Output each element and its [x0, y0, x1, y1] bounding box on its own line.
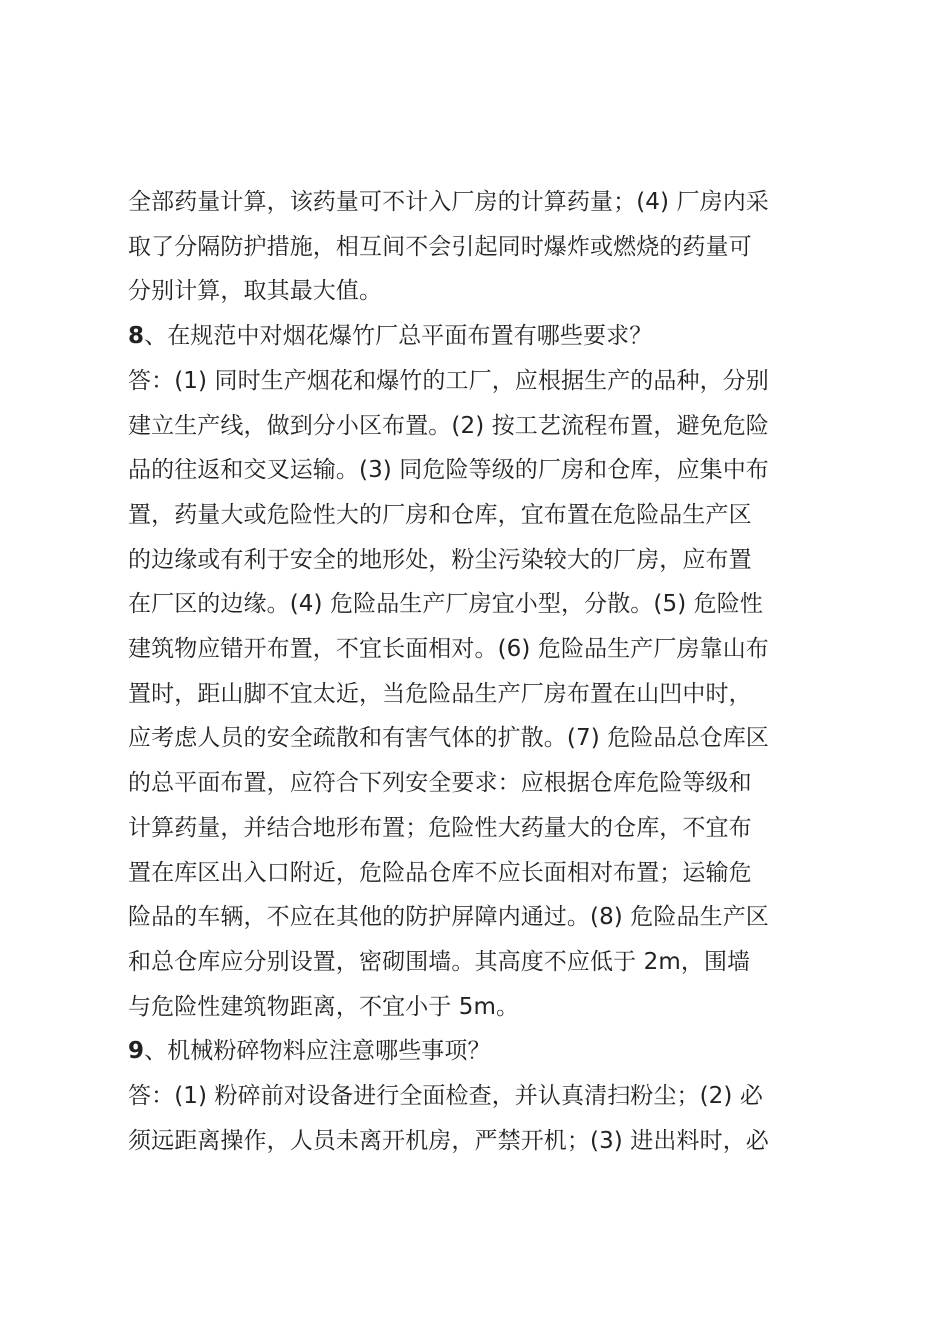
- answer-line: 险品的车辆，不应在其他的防护屏障内通过。(8) 危险品生产区: [128, 904, 769, 931]
- text-line: 取了分隔防护措施，相互间不会引起同时爆炸或燃烧的药量可: [128, 233, 752, 260]
- answer-line: 答：(1) 粉碎前对设备进行全面检查，并认真清扫粉尘；(2) 必: [128, 1083, 763, 1110]
- answer-line: 须远距离操作，人员未离开机房，严禁开机；(3) 进出料时，必: [128, 1127, 769, 1154]
- question-8: [128, 314, 832, 359]
- answer-line: 置时，距山脚不宜太近，当危险品生产厂房布置在山凹中时，: [128, 680, 752, 707]
- answer-line: 在厂区的边缘。(4) 危险品生产厂房宜小型，分散。(5) 危险性: [128, 591, 763, 618]
- answer-line: 和总仓库应分别设置，密砌围墙。其高度不应低于 2m，围墙: [128, 948, 751, 975]
- answer-line: 的边缘或有利于安全的地形处，粉尘污染较大的厂房，应布置: [128, 546, 752, 573]
- answer-line: 置在库区出入口附近，危险品仓库不应长面相对布置；运输危: [128, 859, 752, 886]
- answer-line: 置，药量大或危险性大的厂房和仓库，宜布置在危险品生产区: [128, 501, 752, 528]
- question-text: 、机械粉碎物料应注意哪些事项？: [144, 1038, 491, 1065]
- answer-line: 应考虑人员的安全疏散和有害气体的扩散。(7) 危险品总仓库区: [128, 725, 769, 752]
- answer-line: 与危险性建筑物距离，不宜小于 5m。: [128, 993, 520, 1020]
- question-number: 8: [128, 323, 145, 350]
- document-body: [128, 180, 832, 1163]
- answer-line: 的总平面布置，应符合下列安全要求：应根据仓库危险等级和: [128, 770, 752, 797]
- answer-line: 答：(1) 同时生产烟花和爆竹的工厂，应根据生产的品种，分别: [128, 367, 769, 394]
- question-number: 9: [128, 1038, 145, 1065]
- answer-line: 建立生产线，做到分小区布置。(2) 按工艺流程布置，避免危险: [128, 412, 769, 439]
- answer-line: 建筑物应错开布置，不宜长面相对。(6) 危险品生产厂房靠山布: [128, 636, 769, 663]
- answer-line: 计算药量，并结合地形布置；危险性大药量大的仓库，不宜布: [128, 814, 752, 841]
- answer-line: 品的往返和交叉运输。(3) 同危险等级的厂房和仓库，应集中布: [128, 457, 769, 484]
- question-9: [128, 1029, 832, 1074]
- text-line: 分别计算，取其最大值。: [128, 278, 383, 305]
- question-text: 、在规范中对烟花爆竹厂总平面布置有哪些要求？: [144, 323, 653, 350]
- text-line: 全部药量计算，该药量可不计入厂房的计算药量；(4) 厂房内采: [128, 189, 769, 215]
